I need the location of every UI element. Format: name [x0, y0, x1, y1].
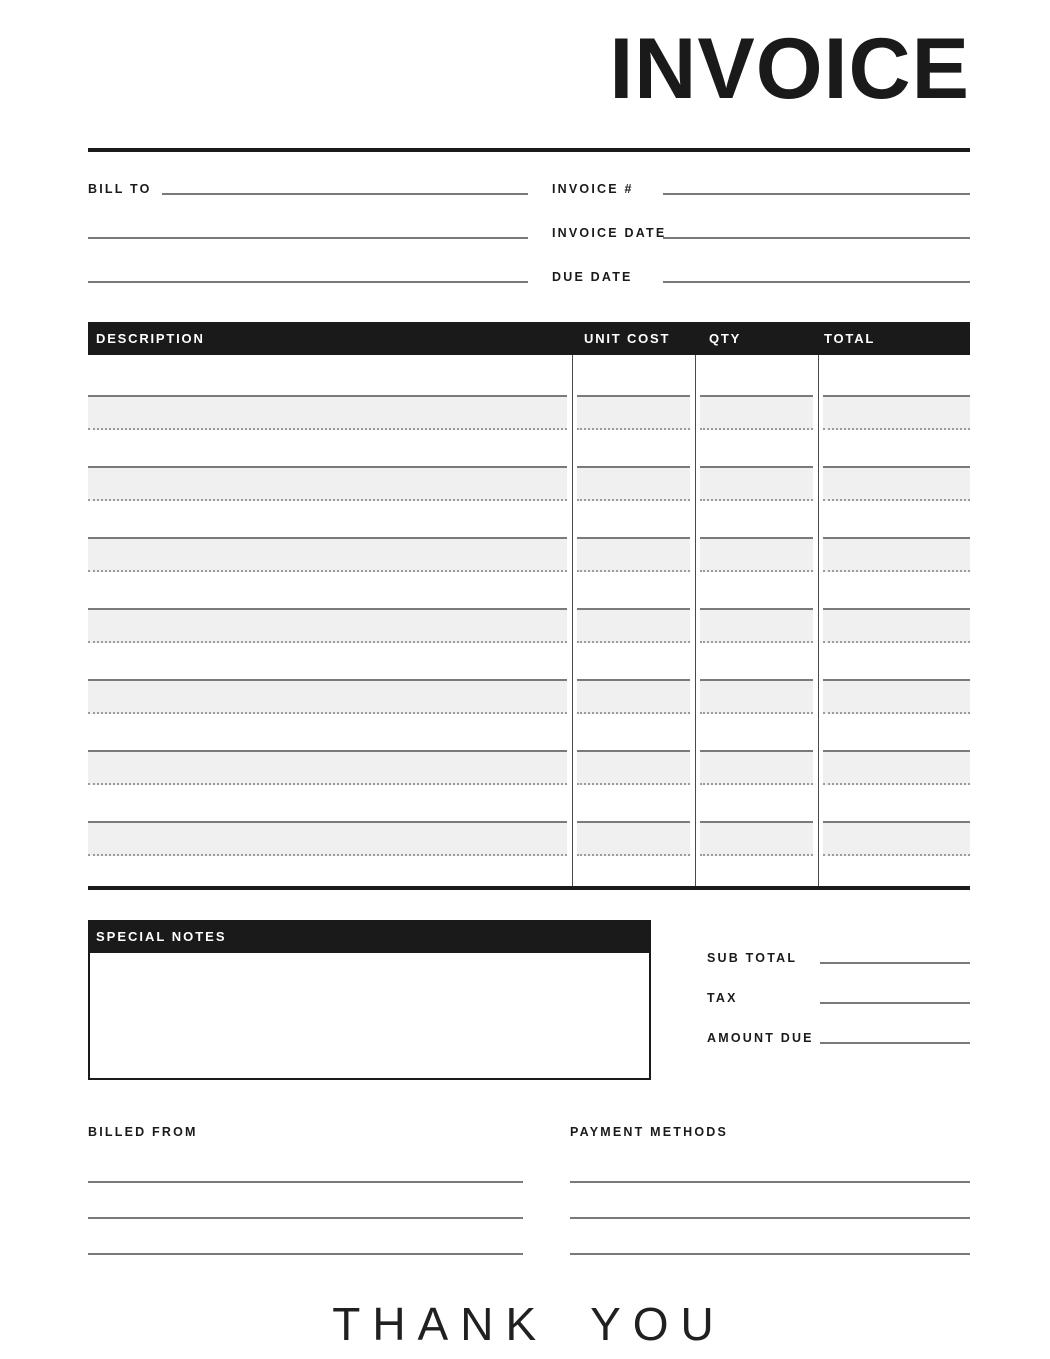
cell-description — [88, 572, 572, 643]
row-fill-band[interactable] — [700, 537, 813, 572]
payment-methods-label: PAYMENT METHODS — [570, 1125, 729, 1139]
bill-to-block — [88, 176, 528, 284]
payment-methods-line-3[interactable] — [570, 1253, 970, 1255]
billed-from-line-1[interactable] — [88, 1181, 523, 1183]
cell-description — [88, 785, 572, 856]
invoice-date-line[interactable] — [663, 237, 970, 239]
row-fill-band[interactable] — [88, 679, 567, 714]
cell-unit-cost — [572, 714, 695, 785]
row-fill-band[interactable] — [88, 466, 567, 501]
items-table-body — [88, 355, 970, 886]
row-fill-band[interactable] — [700, 466, 813, 501]
payment-methods-block — [570, 1125, 970, 1255]
cell-description — [88, 714, 572, 785]
row-fill-band[interactable] — [88, 750, 567, 785]
cell-total — [818, 714, 970, 785]
cell-unit-cost — [572, 430, 695, 501]
column-header-qty: QTY — [709, 331, 742, 346]
cell-total — [818, 501, 970, 572]
cell-qty — [695, 714, 818, 785]
column-divider — [572, 355, 573, 886]
cell-total — [818, 430, 970, 501]
row-fill-band[interactable] — [700, 821, 813, 856]
special-notes-block — [88, 920, 651, 1080]
cell-qty — [695, 359, 818, 430]
bill-to-line-1[interactable] — [162, 193, 528, 195]
table-row — [88, 785, 970, 856]
invoice-meta-section — [88, 176, 970, 284]
row-fill-band[interactable] — [823, 537, 970, 572]
tax-line[interactable] — [820, 1002, 970, 1004]
invoice-number-label: INVOICE # — [552, 182, 634, 196]
table-row — [88, 430, 970, 501]
table-row — [88, 643, 970, 714]
amount-due-label: AMOUNT DUE — [707, 1031, 814, 1045]
column-header-unit-cost: UNIT COST — [584, 331, 671, 346]
payment-methods-line-1[interactable] — [570, 1181, 970, 1183]
table-row — [88, 714, 970, 785]
row-fill-band[interactable] — [823, 679, 970, 714]
notes-and-totals-section — [88, 920, 970, 1080]
items-table-rows — [88, 359, 970, 856]
row-fill-band[interactable] — [823, 750, 970, 785]
table-row — [88, 572, 970, 643]
row-fill-band[interactable] — [88, 608, 567, 643]
row-fill-band[interactable] — [823, 466, 970, 501]
cell-qty — [695, 501, 818, 572]
sub-total-line[interactable] — [820, 962, 970, 964]
row-fill-band[interactable] — [577, 608, 690, 643]
table-row — [88, 501, 970, 572]
sub-total-label: SUB TOTAL — [707, 951, 798, 965]
cell-unit-cost — [572, 501, 695, 572]
header-rule — [88, 148, 970, 152]
bill-to-line-3[interactable] — [88, 281, 528, 283]
special-notes-box[interactable] — [88, 953, 651, 1080]
cell-unit-cost — [572, 785, 695, 856]
cell-qty — [695, 430, 818, 501]
cell-qty — [695, 643, 818, 714]
row-fill-band[interactable] — [577, 537, 690, 572]
billed-from-line-3[interactable] — [88, 1253, 523, 1255]
due-date-line[interactable] — [663, 281, 970, 283]
column-divider — [818, 355, 819, 886]
due-date-label: DUE DATE — [552, 270, 633, 284]
bill-to-line-2[interactable] — [88, 237, 528, 239]
payment-methods-line-2[interactable] — [570, 1217, 970, 1219]
cell-qty — [695, 572, 818, 643]
invoice-number-line[interactable] — [663, 193, 970, 195]
footer-section — [88, 1125, 970, 1255]
thank-you-message: THANK YOU — [332, 1298, 726, 1350]
row-fill-band[interactable] — [700, 750, 813, 785]
row-fill-band[interactable] — [700, 679, 813, 714]
table-header-row — [88, 322, 970, 355]
row-fill-band[interactable] — [823, 821, 970, 856]
line-items-table — [88, 322, 970, 890]
row-fill-band[interactable] — [577, 679, 690, 714]
row-fill-band[interactable] — [823, 608, 970, 643]
billed-from-block — [88, 1125, 523, 1255]
column-divider — [695, 355, 696, 886]
special-notes-header — [88, 920, 651, 953]
bill-to-label: BILL TO — [88, 182, 152, 196]
cell-unit-cost — [572, 643, 695, 714]
row-fill-band[interactable] — [823, 395, 970, 430]
table-row — [88, 359, 970, 430]
totals-block — [707, 920, 970, 1080]
cell-description — [88, 359, 572, 430]
cell-total — [818, 785, 970, 856]
billed-from-label: BILLED FROM — [88, 1125, 198, 1139]
special-notes-label: SPECIAL NOTES — [96, 929, 227, 944]
cell-qty — [695, 785, 818, 856]
row-fill-band[interactable] — [88, 395, 567, 430]
row-fill-band[interactable] — [88, 537, 567, 572]
cell-description — [88, 430, 572, 501]
invoice-details-block — [552, 176, 970, 284]
row-fill-band[interactable] — [577, 821, 690, 856]
amount-due-line[interactable] — [820, 1042, 970, 1044]
cell-unit-cost — [572, 359, 695, 430]
tax-label: TAX — [707, 991, 738, 1005]
column-header-total: TOTAL — [824, 331, 876, 346]
cell-total — [818, 643, 970, 714]
row-fill-band[interactable] — [577, 466, 690, 501]
row-fill-band[interactable] — [577, 750, 690, 785]
cell-description — [88, 501, 572, 572]
cell-total — [818, 359, 970, 430]
cell-description — [88, 643, 572, 714]
row-fill-band[interactable] — [577, 395, 690, 430]
cell-unit-cost — [572, 572, 695, 643]
invoice-date-label: INVOICE DATE — [552, 226, 667, 240]
billed-from-line-2[interactable] — [88, 1217, 523, 1219]
row-fill-band[interactable] — [700, 395, 813, 430]
row-fill-band[interactable] — [88, 821, 567, 856]
column-header-description: DESCRIPTION — [96, 331, 205, 346]
row-fill-band[interactable] — [700, 608, 813, 643]
page-title: INVOICE — [609, 21, 970, 117]
cell-total — [818, 572, 970, 643]
